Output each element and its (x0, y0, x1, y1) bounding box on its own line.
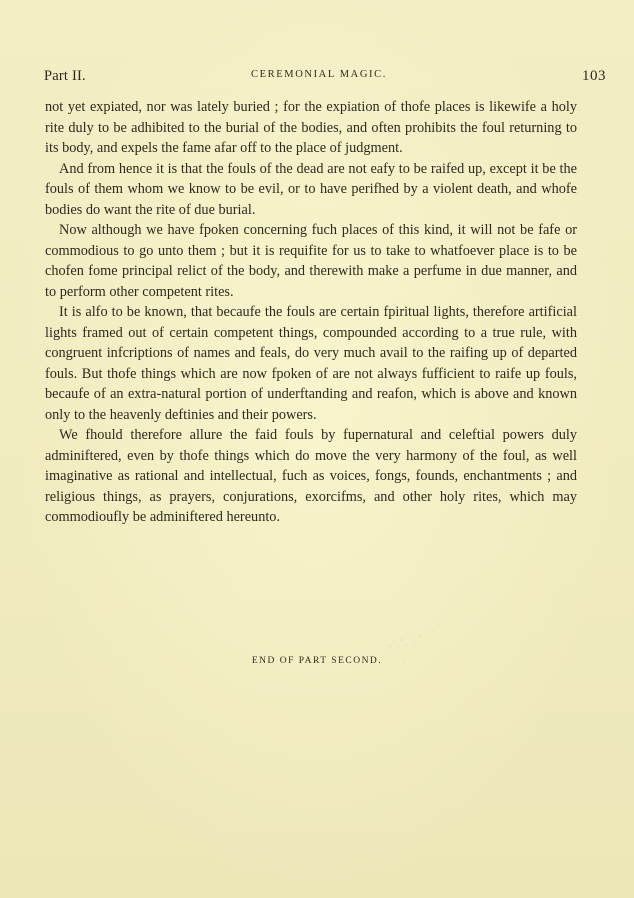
paragraph: We fhould therefore allure the faid fouls by fupernatural and celeftial powers duly adminiftered, even by thofe things which do move the very harmony of the foul, as well imaginative as rational and intellectual, fuch as voices, fongs, founds, enchantments ; and religious things, as prayers, conjurations, exorcifms, and other holy rites, which may commodioufly be adminiftered hereunto. (45, 427, 577, 525)
paragraph: And from hence it is that the fouls of the dead are not eafy to be raifed up, except it be the fouls of them whom we know to be evil, or to have perifhed by a violent death, and whofe bodies do want the rite of due burial. (45, 160, 577, 218)
paragraph: not yet expiated, nor was lately buried ; for the expiation of thofe places is likewife a holy rite duly to be adhibited to the burial of the bodies, and often prohibits the foul returning to its body, and expels the fame afar off to the place of judgment. (45, 99, 577, 156)
end-of-part-note: END OF PART SECOND. (251, 656, 383, 666)
body-text (45, 97, 577, 528)
paper-speckle (380, 618, 460, 678)
part-label: Part II. (44, 68, 86, 84)
page-number: 103 (582, 68, 606, 84)
page-title: CEREMONIAL MAGIC. (251, 69, 387, 80)
running-head (44, 68, 606, 88)
paragraph: It is alfo to be known, that becaufe the fouls are certain fpiritual lights, therefore artificial lights framed out of certain competent things, compounded according to a true rule, with congruent infcriptions of names and feals, do very much avail to the raifing up of departed fouls. But thofe things which are now fpoken of are not always fufficient to raife up fouls, becaufe of an extra-natural portion of underftanding and reafon, which is above and known only to the heavenly deftinies and their powers. (45, 304, 577, 423)
paragraph: Now although we have fpoken concerning fuch places of this kind, it will not be fafe or commodious to go unto them ; but it is requifite for us to take to whatfoever place is to be chofen fome principal relict of the body, and therewith make a perfume in due manner, and to perform other competent rites. (45, 222, 577, 300)
